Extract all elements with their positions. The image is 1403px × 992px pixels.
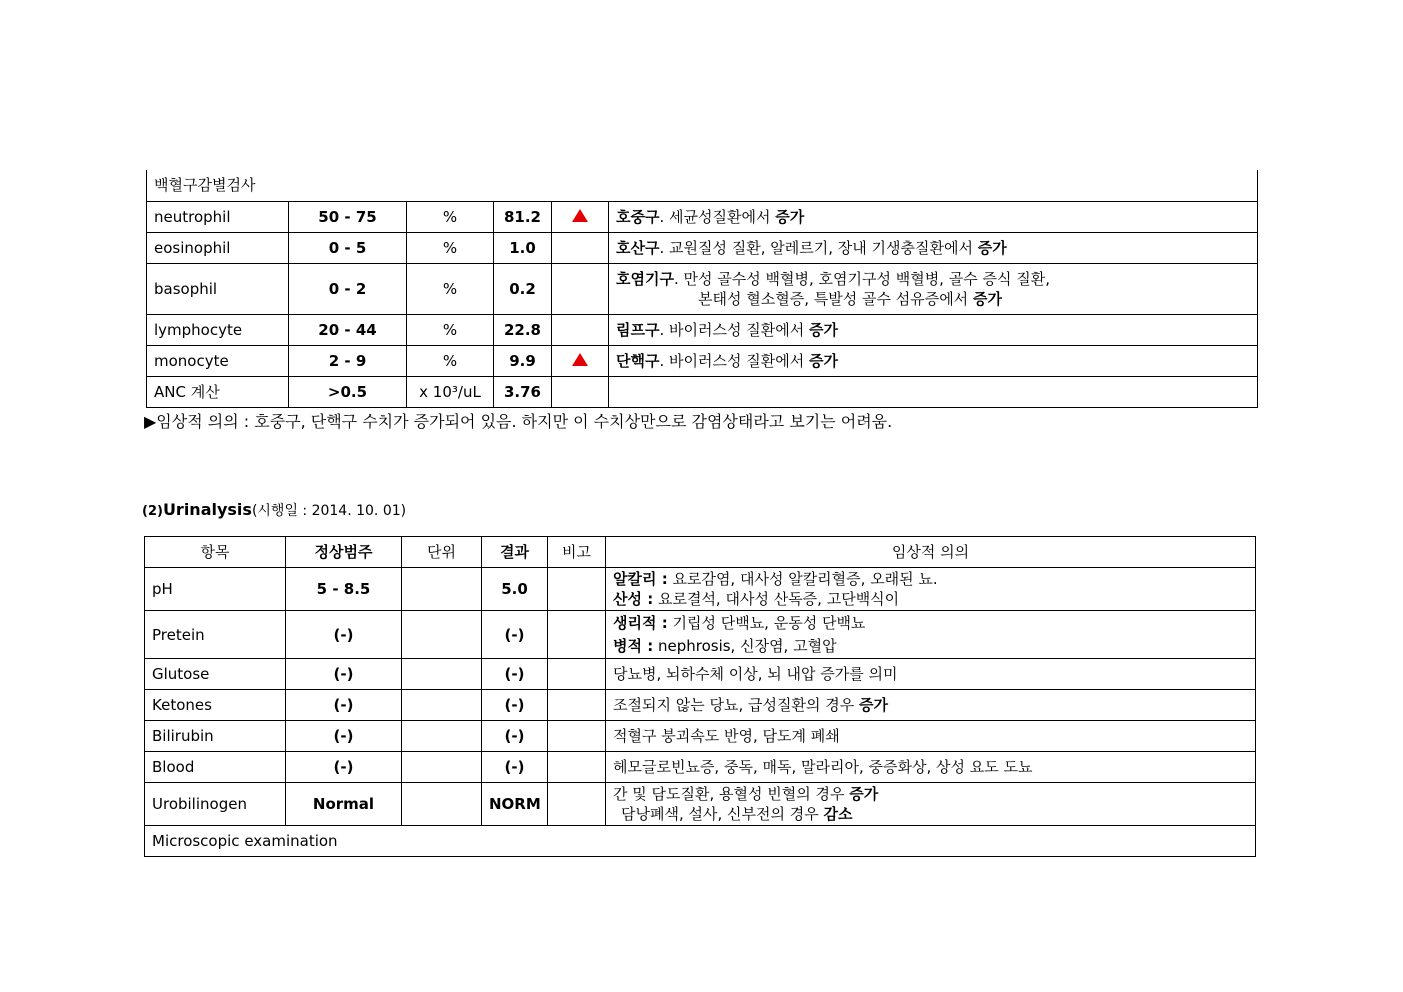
table-row (147, 263, 1258, 314)
normal-range: 0 - 5 (289, 232, 407, 263)
normal-range: 20 - 44 (289, 314, 407, 345)
test-name: lymphocyte (147, 314, 289, 345)
remark (548, 752, 606, 783)
table-row (147, 376, 1258, 407)
wbc-title-row (147, 170, 1258, 201)
flag-cell (552, 376, 609, 407)
result: (-) (482, 659, 548, 690)
table-row (147, 232, 1258, 263)
table-row (147, 201, 1258, 232)
unit: % (407, 345, 494, 376)
wbc-differential-table (146, 170, 1258, 408)
flag-cell (552, 201, 609, 232)
result: (-) (482, 721, 548, 752)
urinalysis-table (144, 536, 1256, 857)
normal-range: 5 - 8.5 (286, 568, 402, 611)
result: (-) (482, 690, 548, 721)
normal-range: (-) (286, 611, 402, 659)
test-name: basophil (147, 263, 289, 314)
test-name: Ketones (145, 690, 286, 721)
unit (402, 611, 482, 659)
clinical-note: ▶임상적 의의 : 호중구, 단핵구 수치가 증가되어 있음. 하지만 이 수치상만으로 감염상태라고 보기는 어려움. (144, 412, 893, 431)
table-row (145, 752, 1256, 783)
flag-cell (552, 345, 609, 376)
remark (548, 690, 606, 721)
table-row (145, 611, 1256, 659)
result: 22.8 (494, 314, 552, 345)
unit (402, 752, 482, 783)
clinical-meaning: 생리적 : 기립성 단백뇨, 운동성 단백뇨 병적 : nephrosis, 신장염, 고혈압 (606, 611, 1256, 659)
unit (402, 721, 482, 752)
result: 9.9 (494, 345, 552, 376)
result: (-) (482, 752, 548, 783)
normal-range: >0.5 (289, 376, 407, 407)
clinical-meaning: 헤모글로빈뇨증, 중독, 매독, 말라리아, 중증화상, 상성 요도 도뇨 (606, 752, 1256, 783)
unit (402, 690, 482, 721)
result: 1.0 (494, 232, 552, 263)
test-name: Bilirubin (145, 721, 286, 752)
test-name: monocyte (147, 345, 289, 376)
normal-range: (-) (286, 721, 402, 752)
unit: x 10³/uL (407, 376, 494, 407)
header-remark: 비고 (548, 537, 606, 568)
remark (548, 659, 606, 690)
section-number: (2) (142, 504, 163, 519)
result: 5.0 (482, 568, 548, 611)
flag-cell (552, 232, 609, 263)
clinical-meaning: 림프구. 바이러스성 질환에서 증가 (609, 314, 1258, 345)
test-date: (시행일 : 2014. 10. 01) (251, 503, 407, 519)
remark (548, 611, 606, 659)
normal-range: Normal (286, 783, 402, 826)
clinical-meaning: 단핵구. 바이러스성 질환에서 증가 (609, 345, 1258, 376)
flag-cell (552, 314, 609, 345)
normal-range: (-) (286, 752, 402, 783)
table-row (147, 314, 1258, 345)
wbc-title: 백혈구감별검사 (147, 170, 1258, 201)
unit (402, 783, 482, 826)
remark (548, 721, 606, 752)
clinical-meaning: 적혈구 붕괴속도 반영, 담도계 폐쇄 (606, 721, 1256, 752)
clinical-meaning: 호중구. 세균성질환에서 증가 (609, 201, 1258, 232)
table-row (147, 345, 1258, 376)
remark (548, 568, 606, 611)
unit: % (407, 201, 494, 232)
red-up-triangle-icon (572, 353, 588, 366)
clinical-meaning: 조절되지 않는 당뇨, 급성질환의 경우 증가 (606, 690, 1256, 721)
header-row (145, 537, 1256, 568)
result: (-) (482, 611, 548, 659)
unit (402, 659, 482, 690)
result: 0.2 (494, 263, 552, 314)
normal-range: (-) (286, 659, 402, 690)
table-row (145, 690, 1256, 721)
header-unit: 단위 (402, 537, 482, 568)
red-up-triangle-icon (572, 209, 588, 222)
unit: % (407, 263, 494, 314)
normal-range: 2 - 9 (289, 345, 407, 376)
section-title: Urinalysis (162, 500, 252, 519)
test-name: Pretein (145, 611, 286, 659)
test-name: ANC 계산 (147, 376, 289, 407)
remark (548, 783, 606, 826)
clinical-meaning: 알칼리 : 요로감염, 대사성 알칼리혈증, 오래된 뇨. 산성 : 요로결석, 대사성 산독증, 고단백식이 (606, 568, 1256, 611)
clinical-meaning: 호염기구. 만성 골수성 백혈병, 호염기구성 백혈병, 골수 증식 질환, 본태성 혈소혈증, 특발성 골수 섬유증에서 증가 (609, 263, 1258, 314)
result: NORM (482, 783, 548, 826)
clinical-meaning: 당뇨병, 뇌하수체 이상, 뇌 내압 증가를 의미 (606, 659, 1256, 690)
microscopic-row (145, 826, 1256, 857)
unit (402, 568, 482, 611)
unit: % (407, 314, 494, 345)
unit: % (407, 232, 494, 263)
test-name: neutrophil (147, 201, 289, 232)
table-row (145, 659, 1256, 690)
table-row (145, 783, 1256, 826)
microscopic-title: Microscopic examination (145, 826, 1256, 857)
table-row (145, 568, 1256, 611)
test-name: Glutose (145, 659, 286, 690)
test-name: Blood (145, 752, 286, 783)
normal-range: 50 - 75 (289, 201, 407, 232)
clinical-meaning (609, 376, 1258, 407)
header-result: 결과 (482, 537, 548, 568)
result: 81.2 (494, 201, 552, 232)
urinalysis-heading (142, 500, 406, 520)
normal-range: (-) (286, 690, 402, 721)
test-name: eosinophil (147, 232, 289, 263)
header-item: 항목 (145, 537, 286, 568)
clinical-meaning: 호산구. 교원질성 질환, 알레르기, 장내 기생충질환에서 증가 (609, 232, 1258, 263)
result: 3.76 (494, 376, 552, 407)
clinical-meaning: 간 및 담도질환, 용혈성 빈혈의 경우 증가 담낭폐색, 설사, 신부전의 경우 감소 (606, 783, 1256, 826)
test-name: pH (145, 568, 286, 611)
flag-cell (552, 263, 609, 314)
table-row (145, 721, 1256, 752)
test-name: Urobilinogen (145, 783, 286, 826)
header-range: 정상범주 (286, 537, 402, 568)
normal-range: 0 - 2 (289, 263, 407, 314)
header-meaning: 임상적 의의 (606, 537, 1256, 568)
